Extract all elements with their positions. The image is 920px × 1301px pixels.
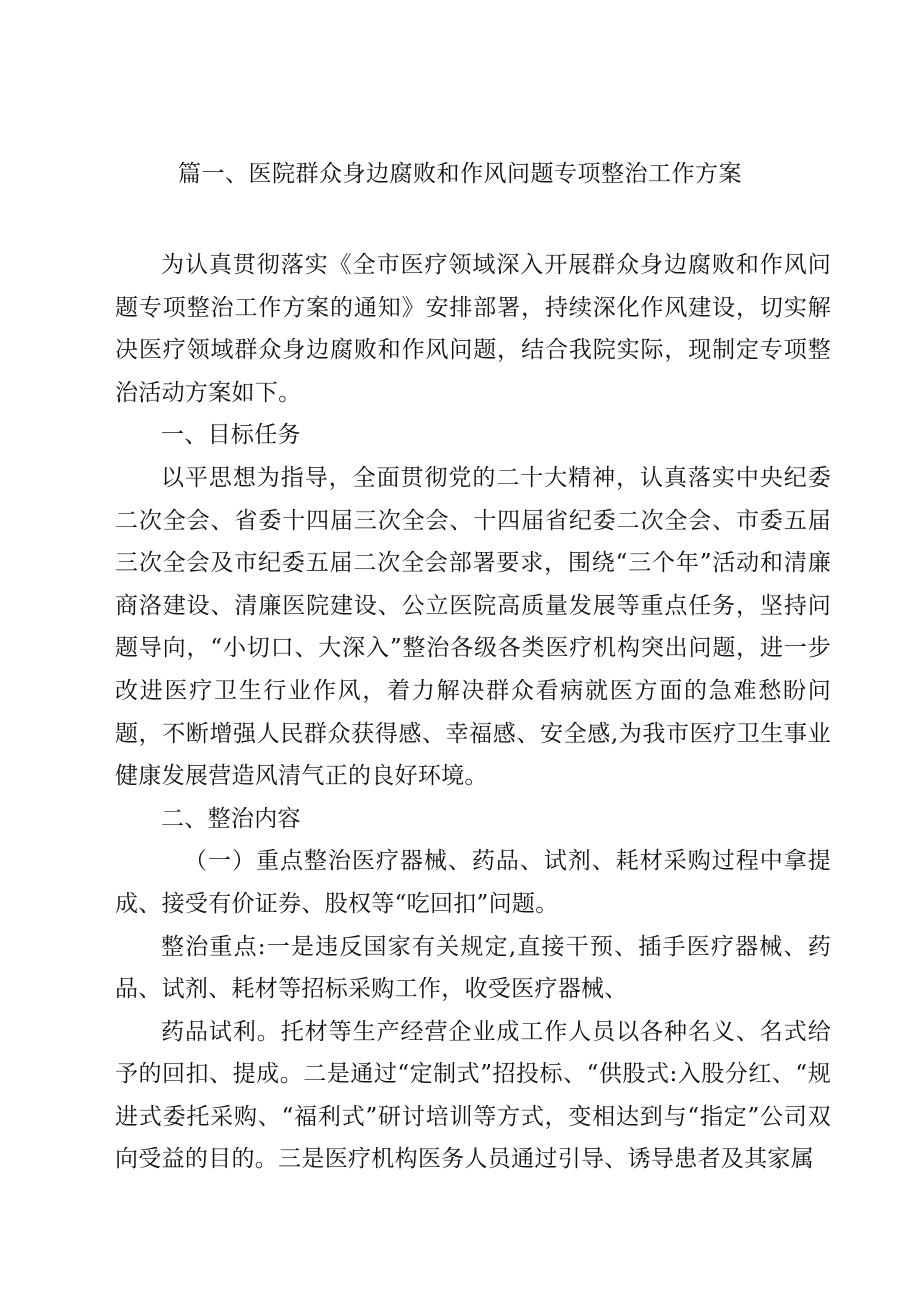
paragraph-focus: 整治重点:一是违反国家有关规定,直接干预、插手医疗器械、药品、试剂、耗材等招标采购工作，收受医疗器械、 — [115, 933, 831, 1003]
document-body — [115, 244, 831, 1181]
section-heading-content: 二、整治内容 — [161, 805, 301, 832]
paragraph-intro: 为认真贯彻落实《全市医疗领域深入开展群众身边腐败和作风问题专项整治工作方案的通知》安排部署，持续深化作风建设，切实解决医疗领域群众身边腐败和作风问题，结合我院实际，现制定专项整治活动方案如下。 — [115, 252, 831, 406]
document-title: 篇一、医院群众身边腐败和作风问题专项整治工作方案 — [178, 161, 742, 187]
paragraph-goals: 以平思想为指导，全面贯彻党的二十大精神，认真落实中央纪委二次全会、省委十四届三次全会、十四届省纪委二次全会、市委五届三次全会及市纪委五届二次全会部署要求，围绕“三个年”活动和清廉商洛建设、清廉医院建设、公立医院高质量发展等重点任务，坚持问题导向，“小切口、大深入”整治各级各类医疗机构突出问题，进一步改进医疗卫生行业作风，着力解决群众看病就医方面的急难愁盼问题，不断增强人民群众获得感、幸福感、安全感,为我市医疗卫生事业健康发展营造风清气正的良好环境。 — [115, 464, 831, 790]
subsection-heading-1: （一）重点整治医疗器械、药品、试剂、耗材采购过程中拿提成、接受有价证券、股权等“吃回扣”问题。 — [115, 848, 831, 917]
paragraph-focus-continued: 药品试利。托材等生产经营企业成工作人员以各种名义、名式给予的回扣、提成。二是通过“定制式”招投标、“供股式:入股分红、“规进式委托采购、“福利式”研讨培训等方式，变相达到与“指定”公司双向受益的目的。三是医疗机构医务人员通过引导、诱导患者及其家属 — [115, 1018, 831, 1173]
section-heading-goals: 一、目标任务 — [161, 422, 301, 449]
